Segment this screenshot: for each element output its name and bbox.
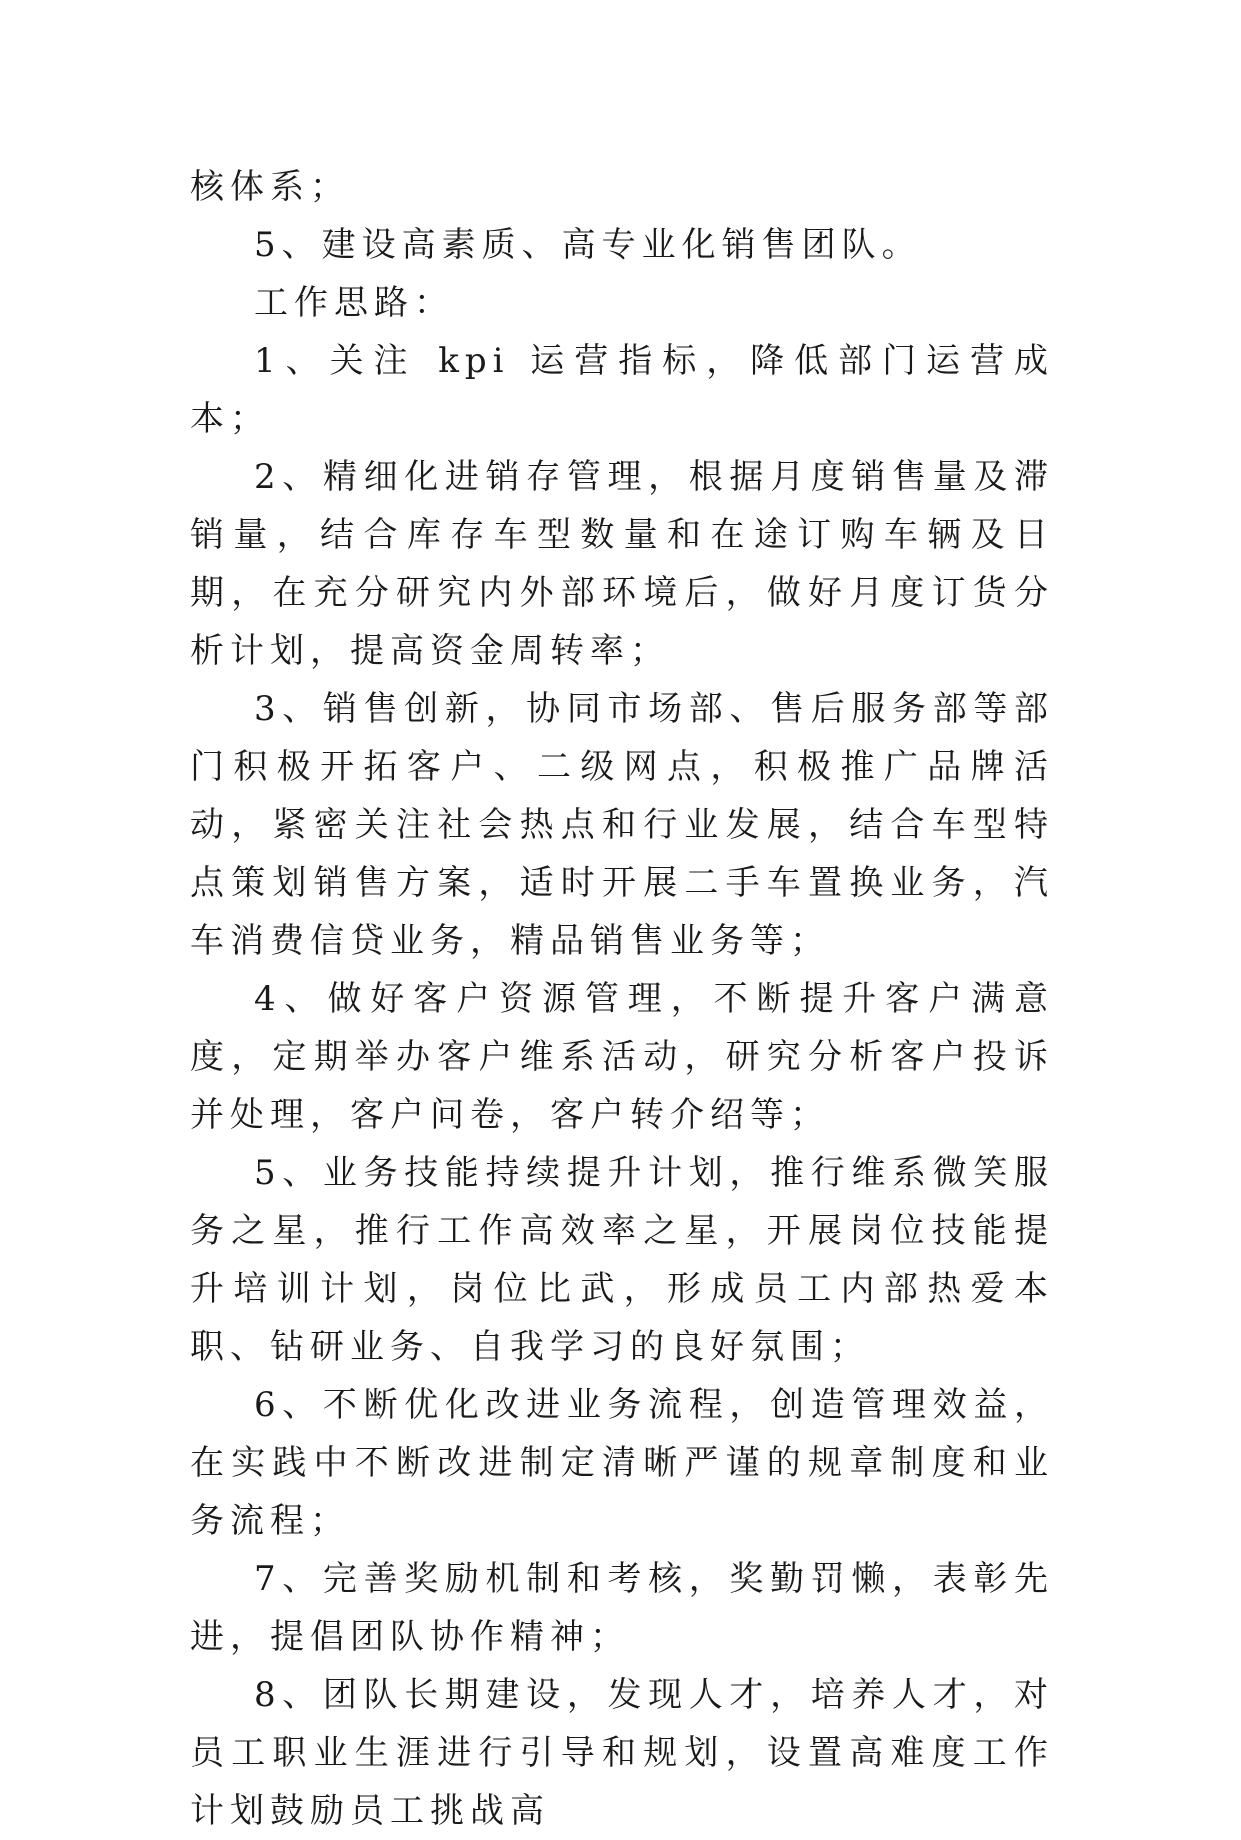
- approach-item-3: 3、销售创新，协同市场部、售后服务部等部门积极开拓客户、二级网点，积极推广品牌活动，紧密关注社会热点和行业发展，结合车型特点策划销售方案，适时开展二手车置换业务，汽车消费信贷业务，精品销售业务等；: [190, 689, 1054, 961]
- document-body: [190, 158, 1054, 1840]
- goal-item-5: 5、建设高素质、高专业化销售团队。: [254, 225, 922, 265]
- approach-item-1: 1、关注 kpi 运营指标，降低部门运营成本；: [190, 341, 1054, 439]
- approach-item-6: 6、不断优化改进业务流程，创造管理效益，在实践中不断改进制定清晰严谨的规章制度和业务流程；: [190, 1385, 1054, 1541]
- approach-item-7: 7、完善奖励机制和考核，奖勤罚懒，表彰先进，提倡团队协作精神；: [190, 1559, 1054, 1657]
- approach-item-2: 2、精细化进销存管理，根据月度销售量及滞销量，结合库存车型数量和在途订购车辆及日期，在充分研究内外部环境后，做好月度订货分析计划，提高资金周转率；: [190, 457, 1054, 671]
- approach-item-4: 4、做好客户资源管理，不断提升客户满意度，定期举办客户维系活动，研究分析客户投诉并处理，客户问卷，客户转介绍等；: [190, 979, 1054, 1135]
- approach-item-8: 8、团队长期建设，发现人才，培养人才，对员工职业生涯进行引导和规划，设置高难度工作计划鼓励员工挑战高: [190, 1675, 1054, 1831]
- paragraph-continuation: 核体系；: [190, 167, 350, 207]
- approach-item-5: 5、业务技能持续提升计划，推行维系微笑服务之星，推行工作高效率之星，开展岗位技能提升培训计划，岗位比武，形成员工内部热爱本职、钻研业务、自我学习的良好氛围；: [190, 1153, 1054, 1367]
- section-heading-work-approach: 工作思路：: [254, 283, 454, 323]
